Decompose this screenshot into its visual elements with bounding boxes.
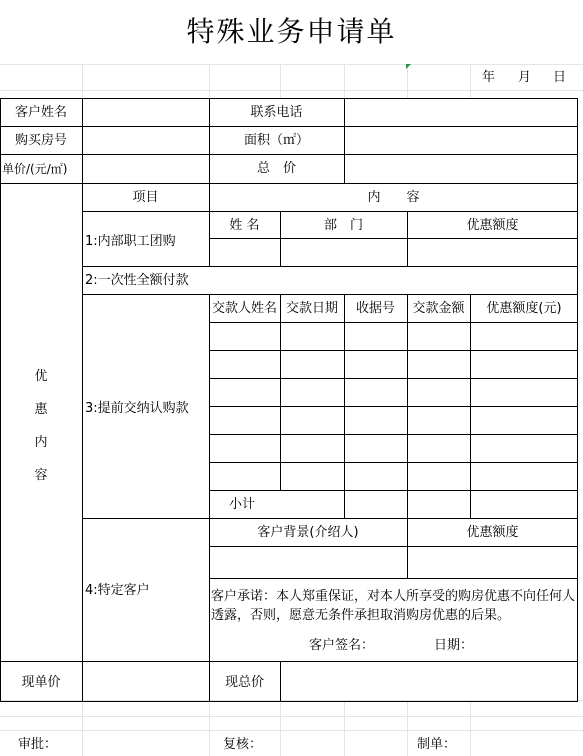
date-year-label: 年: [482, 70, 496, 85]
current-total-price-label: 现总价: [224, 675, 264, 690]
item1-col-dept: 部 门: [323, 218, 363, 233]
item1-label: 1:内部职工团购: [85, 234, 176, 249]
item2-label: 2:一次性全额付款: [85, 273, 189, 288]
section-char: 惠: [34, 402, 48, 417]
review-label: 复核：: [223, 737, 263, 752]
item1-col-discount: 优惠额度: [466, 218, 519, 233]
current-unit-price-label: 现单价: [21, 675, 61, 690]
customer-signature-label: 客户签名：: [309, 638, 375, 653]
item3-label: 3:提前交纳认购款: [85, 401, 189, 416]
date-day-label: 日: [553, 70, 567, 85]
item4-label: 4:特定客户: [85, 583, 150, 598]
discount-section-label: [0, 360, 82, 492]
customer-promise-text: 客户承诺：本人郑重保证，对本人所享受的购房优惠不向任何人透露，否则，愿意无条件承担取消购房优惠的后果。: [211, 589, 576, 623]
item4-col-background: 客户背景(介绍人): [257, 525, 359, 540]
unit-price-label: 单价/(元/㎡): [2, 162, 68, 176]
item1-col-name: 姓 名: [229, 218, 260, 233]
contact-phone-label: 联系电话: [250, 105, 303, 120]
section-char: 内: [34, 435, 48, 450]
subtotal-label: 小计: [229, 497, 256, 512]
total-price-label: 总 价: [256, 161, 296, 176]
made-by-label: 制单：: [417, 737, 457, 752]
approve-label: 审批：: [18, 737, 58, 752]
section-char: 优: [34, 369, 48, 384]
item3-col-receipt: 收据号: [355, 301, 395, 316]
section-char: 容: [34, 468, 48, 483]
customer-name-label: 客户姓名: [14, 105, 67, 120]
sign-date-label: 日期：: [434, 638, 474, 653]
content-header: 内 容: [367, 190, 420, 205]
purchase-room-label: 购买房号: [14, 133, 67, 148]
item3-col-date: 交款日期: [285, 301, 338, 316]
item3-col-discount: 优惠额度(元): [486, 301, 562, 316]
item-header: 项目: [132, 190, 159, 205]
form-title: 特殊业务申请单: [186, 15, 397, 48]
area-label: 面积（㎡）: [243, 133, 309, 148]
item3-col-payer: 交款人姓名: [211, 301, 277, 316]
item3-col-amount: 交款金额: [412, 301, 465, 316]
date-month-label: 月: [518, 70, 532, 85]
item4-col-discount: 优惠额度: [466, 525, 519, 540]
